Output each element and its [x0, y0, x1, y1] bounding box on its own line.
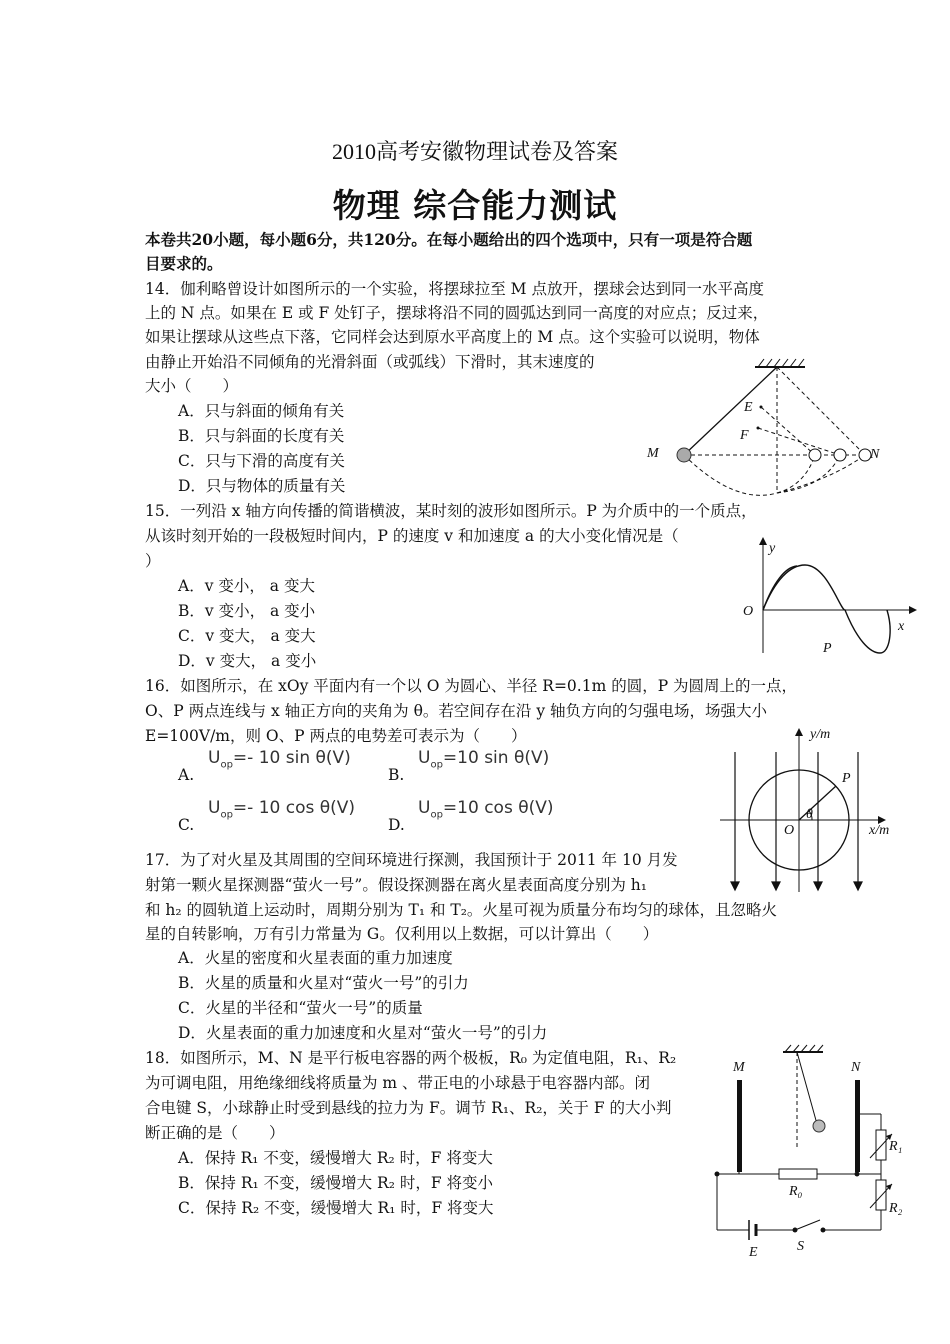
- q17-option-c: C．火星的半径和“萤火一号”的质量: [178, 999, 423, 1017]
- intro-line-2: 目要求的。: [145, 254, 223, 273]
- label-s: S: [797, 1239, 804, 1254]
- wave-figure: [735, 535, 925, 660]
- q15-option-d: D．v 变大， a 变小: [178, 652, 317, 670]
- q14-option-b: B．只与斜面的长度有关: [178, 427, 345, 445]
- q18-line-4: 断正确的是（ ）: [145, 1124, 285, 1142]
- q15-line-2: 从该时刻开始的一段极短时间内，P 的速度 v 和加速度 a 的大小变化情况是（: [145, 527, 679, 545]
- q16-option-c-formula: [208, 798, 355, 820]
- u-subscript: op: [220, 759, 233, 771]
- formula-b: =10 sin θ(V): [442, 748, 550, 768]
- q16-option-c-label: C.: [178, 816, 195, 834]
- field-circle-figure: [712, 722, 907, 897]
- q18-option-a: A．保持 R₁ 不变，缓慢增大 R₂ 时，F 将变大: [178, 1149, 493, 1167]
- label-m: M: [733, 1060, 745, 1075]
- q14-line-4: 由静止开始沿不同倾角的光滑斜面（或弧线）下滑时，其末速度的: [145, 353, 595, 371]
- q16-option-a-label: A.: [178, 766, 195, 784]
- q14-line-2: 上的 N 点。如果在 E 或 F 处钉子，摆球将沿不同的圆弧达到同一高度的对应点；反过来，: [145, 304, 769, 322]
- q14-option-a: A．只与斜面的倾角有关: [178, 402, 345, 420]
- paper-subtitle: 物理 综合能力测试: [332, 186, 618, 225]
- q15-line-1: 15．一列沿 x 轴方向传播的简谐横波，某时刻的波形如图所示。P 为介质中的一个质点，: [145, 502, 757, 520]
- q18-option-b: B．保持 R₁ 不变，缓慢增大 R₂ 时，F 将变小: [178, 1174, 494, 1192]
- label-f: F: [740, 428, 749, 443]
- label-r1: R₁: [889, 1139, 903, 1154]
- label-o: O: [743, 604, 754, 619]
- label-n: N: [870, 447, 880, 462]
- q16-line-1: 16．如图所示，在 xOy 平面内有一个以 O 为圆心、半径 R=0.1m 的圆，P 为圆周上的一点，: [145, 677, 798, 695]
- q14-line-3: 如果让摆球从这些点下落，它同样会达到原水平高度上的 M 点。这个实验可以说明，物体: [145, 328, 760, 346]
- q17-option-b: B．火星的质量和火星对“萤火一号”的引力: [178, 974, 469, 992]
- q17-line-2: 射第一颗火星探测器“萤火一号”。假设探测器在离火星表面高度分别为 h₁: [145, 876, 647, 894]
- q14-option-d: D．只与物体的质量有关: [178, 477, 346, 495]
- label-y: y: [769, 541, 776, 556]
- intro-line-1: 本卷共20小题，每小题6分，共120分。在每小题给出的四个选项中，只有一项是符合题: [145, 230, 753, 249]
- formula-d: =10 cos θ(V): [442, 798, 554, 818]
- q14-line-1: 14．伽利略曾设计如图所示的一个实验，将摆球拉至 M 点放开，摆球会达到同一水平高度: [145, 280, 764, 298]
- q16-option-d-formula: [418, 798, 554, 820]
- label-n: N: [851, 1060, 861, 1075]
- label-r2: R₂: [889, 1201, 903, 1216]
- q15-line-3: ）: [145, 552, 161, 570]
- label-e: E: [749, 1245, 758, 1260]
- u-subscript: op: [220, 809, 233, 821]
- q17-line-3: 和 h₂ 的圆轨道上运动时，周期分别为 T₁ 和 T₂。火星可视为质量分布均匀的球体，且忽略火: [145, 901, 777, 919]
- formula-a: =- 10 sin θ(V): [232, 748, 351, 768]
- u-subscript: op: [430, 809, 443, 821]
- q16-option-d-label: D.: [388, 816, 405, 834]
- pendulum-figure: [640, 355, 890, 500]
- u-symbol: U: [208, 748, 221, 768]
- q18-line-1: 18．如图所示，M、N 是平行板电容器的两个极板，R₀ 为定值电阻，R₁、R₂: [145, 1049, 677, 1067]
- capacitor-circuit-figure: [705, 1040, 910, 1262]
- label-p: P: [823, 641, 832, 656]
- q15-option-b: B．v 变小， a 变小: [178, 602, 316, 620]
- q15-option-c: C．v 变大， a 变大: [178, 627, 316, 645]
- q17-line-1: 17．为了对火星及其周围的空间环境进行探测，我国预计于 2011 年 10 月发: [145, 851, 678, 869]
- q17-option-a: A．火星的密度和火星表面的重力加速度: [178, 949, 453, 967]
- q16-option-a-formula: [208, 748, 351, 770]
- q18-line-2: 为可调电阻，用绝缘细线将质量为 m 、带正电的小球悬于电容器内部。闭: [145, 1074, 651, 1092]
- u-symbol: U: [418, 798, 431, 818]
- q14-line-5: 大小（ ）: [145, 377, 239, 395]
- formula-c: =- 10 cos θ(V): [232, 798, 356, 818]
- q16-line-2: O、P 两点连线与 x 轴正方向的夹角为 θ。若空间存在沿 y 轴负方向的匀强电场，场强大小: [145, 702, 768, 720]
- q18-option-c: C．保持 R₂ 不变，缓慢增大 R₁ 时，F 将变大: [178, 1199, 494, 1217]
- label-m: M: [647, 446, 659, 461]
- q18-line-3: 合电键 S，小球静止时受到悬线的拉力为 F。调节 R₁、R₂，关于 F 的大小判: [145, 1099, 672, 1117]
- u-subscript: op: [430, 759, 443, 771]
- label-r0: R₀: [789, 1184, 803, 1199]
- label-x: x: [898, 619, 905, 634]
- u-symbol: U: [208, 798, 221, 818]
- q16-line-3: E=100V/m，则 O、P 两点的电势差可表示为（ ）: [145, 727, 527, 745]
- label-xm: x/m: [869, 823, 890, 838]
- u-symbol: U: [418, 748, 431, 768]
- label-e: E: [744, 400, 753, 415]
- q16-option-b-formula: [418, 748, 549, 770]
- label-p: P: [842, 771, 851, 786]
- q14-option-c: C．只与下滑的高度有关: [178, 452, 345, 470]
- q16-option-b-label: B.: [388, 766, 405, 784]
- label-o: O: [784, 823, 795, 838]
- label-ym: y/m: [810, 727, 831, 742]
- paper-title: 2010高考安徽物理试卷及答案: [331, 139, 618, 164]
- label-theta: θ: [806, 807, 813, 822]
- q17-line-4: 星的自转影响，万有引力常量为 G。仅利用以上数据，可以计算出（ ）: [145, 925, 659, 943]
- q17-option-d: D．火星表面的重力加速度和火星对“萤火一号”的引力: [178, 1024, 548, 1042]
- q15-option-a: A．v 变小， a 变大: [178, 577, 315, 595]
